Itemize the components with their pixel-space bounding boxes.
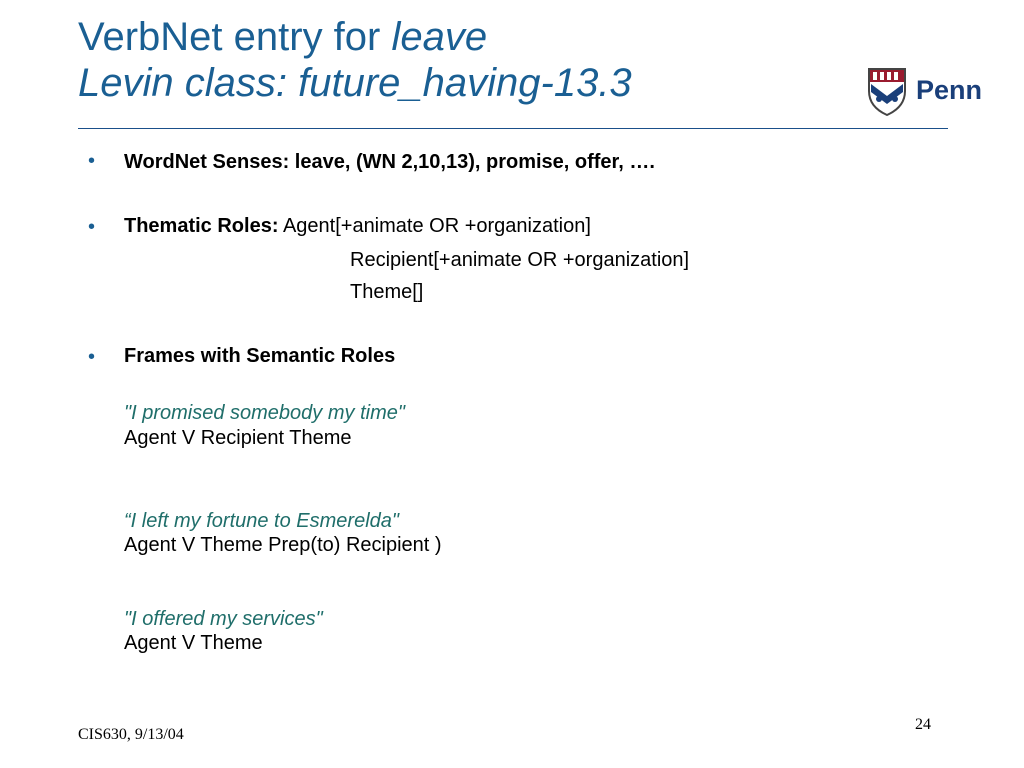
bullet-icon: • [88, 346, 96, 368]
penn-shield-icon [866, 66, 908, 116]
title-line-1 [78, 14, 632, 60]
thematic-roles [124, 214, 591, 238]
title-text: VerbNet entry for [78, 15, 392, 59]
frame-roles: Agent V Theme [124, 632, 263, 654]
bullet-icon: • [88, 150, 96, 172]
role-theme: Theme[] [350, 281, 424, 303]
title-divider [78, 128, 948, 129]
bullet-icon: • [88, 216, 96, 238]
role-recipient: Recipient[+animate OR +organization] [350, 249, 690, 271]
page-number: 24 [915, 716, 931, 733]
frame-example: "I promised somebody my time" [124, 402, 405, 424]
frame-roles: Agent V Theme Prep(to) Recipient ) [124, 534, 442, 556]
frame-example: “I left my fortune to Esmerelda" [124, 510, 399, 532]
footer-course: CIS630, 9/13/04 [78, 726, 184, 743]
penn-wordmark: Penn [916, 75, 983, 105]
frames-heading: Frames with Semantic Roles [124, 345, 396, 367]
wordnet-senses: WordNet Senses: leave, (WN 2,10,13), promise, offer, …. [124, 151, 655, 173]
thematic-roles-label: Thematic Roles: [124, 215, 279, 237]
role-agent: Agent[+animate OR +organization] [282, 215, 591, 237]
title-verb: leave [391, 15, 488, 59]
penn-logo [866, 66, 996, 120]
slide-title [78, 14, 632, 106]
title-line-2: Levin class: future_having-13.3 [78, 61, 632, 105]
frame-roles: Agent V Recipient Theme [124, 427, 352, 449]
frame-example: "I offered my services" [124, 608, 323, 630]
